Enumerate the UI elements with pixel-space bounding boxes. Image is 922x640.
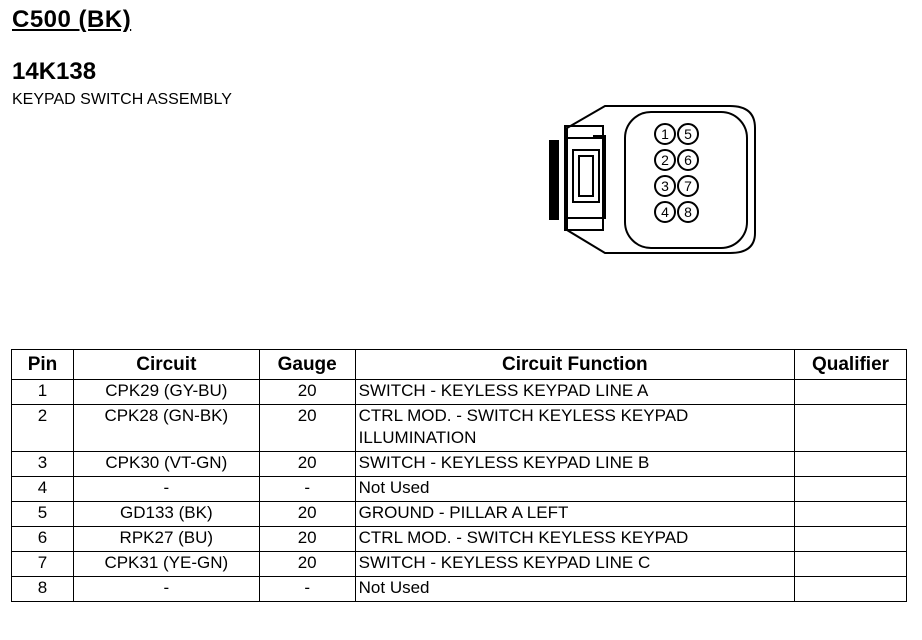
gauge-cell: - [259, 577, 355, 602]
circuit-cell: CPK28 (GN-BK) [73, 405, 259, 452]
pin-number-label: 5 [684, 126, 692, 142]
function-cell: GROUND - PILLAR A LEFT [355, 502, 794, 527]
circuit-cell: CPK29 (GY-BU) [73, 380, 259, 405]
circuit-cell: CPK31 (YE-GN) [73, 552, 259, 577]
pin-number-label: 8 [684, 204, 692, 220]
table-row [12, 502, 907, 527]
qualifier-cell [795, 527, 907, 552]
gauge-cell: - [259, 477, 355, 502]
function-cell: Not Used [355, 577, 794, 602]
header-circuit-function: Circuit Function [355, 350, 794, 380]
function-cell: CTRL MOD. - SWITCH KEYLESS KEYPAD [355, 527, 794, 552]
gauge-cell: 20 [259, 452, 355, 477]
part-description: KEYPAD SWITCH ASSEMBLY [12, 91, 232, 108]
pin-number-label: 7 [684, 178, 692, 194]
header-qualifier: Qualifier [795, 350, 907, 380]
gauge-cell: 20 [259, 527, 355, 552]
circuit-cell: GD133 (BK) [73, 502, 259, 527]
qualifier-cell [795, 477, 907, 502]
pin-cell: 4 [12, 477, 74, 502]
qualifier-cell [795, 405, 907, 452]
header-gauge: Gauge [259, 350, 355, 380]
table-row [12, 577, 907, 602]
table-row [12, 477, 907, 502]
pin-cell: 1 [12, 380, 74, 405]
pin-cell: 6 [12, 527, 74, 552]
table-row [12, 380, 907, 405]
pin-cell: 7 [12, 552, 74, 577]
pin-cell: 3 [12, 452, 74, 477]
function-cell: SWITCH - KEYLESS KEYPAD LINE A [355, 380, 794, 405]
header-pin: Pin [12, 350, 74, 380]
connector-title: C500 (BK) [12, 6, 132, 33]
pin-cell: 5 [12, 502, 74, 527]
pin-number-label: 4 [661, 204, 669, 220]
function-cell: Not Used [355, 477, 794, 502]
pin-number-label: 6 [684, 152, 692, 168]
pinout-table [11, 349, 907, 602]
pin-number-label: 1 [661, 126, 669, 142]
table-row [12, 405, 907, 452]
pin-cavity-group [655, 124, 698, 222]
circuit-cell: - [73, 477, 259, 502]
circuit-cell: CPK30 (VT-GN) [73, 452, 259, 477]
pin-cell: 8 [12, 577, 74, 602]
table-row [12, 452, 907, 477]
function-cell: SWITCH - KEYLESS KEYPAD LINE C [355, 552, 794, 577]
qualifier-cell [795, 552, 907, 577]
table-row [12, 527, 907, 552]
function-cell: SWITCH - KEYLESS KEYPAD LINE B [355, 452, 794, 477]
gauge-cell: 20 [259, 405, 355, 452]
gauge-cell: 20 [259, 380, 355, 405]
qualifier-cell [795, 380, 907, 405]
table-header-row [12, 350, 907, 380]
pin-cell: 2 [12, 405, 74, 452]
circuit-cell: - [73, 577, 259, 602]
table-row [12, 552, 907, 577]
gauge-cell: 20 [259, 552, 355, 577]
pin-number-label: 2 [661, 152, 669, 168]
connector-face-diagram [545, 98, 760, 258]
header-circuit: Circuit [73, 350, 259, 380]
gauge-cell: 20 [259, 502, 355, 527]
qualifier-cell [795, 502, 907, 527]
pin-number-label: 3 [661, 178, 669, 194]
qualifier-cell [795, 452, 907, 477]
qualifier-cell [795, 577, 907, 602]
circuit-cell: RPK27 (BU) [73, 527, 259, 552]
part-number: 14K138 [12, 58, 97, 85]
function-cell: CTRL MOD. - SWITCH KEYLESS KEYPAD ILLUMINATION [355, 405, 794, 452]
